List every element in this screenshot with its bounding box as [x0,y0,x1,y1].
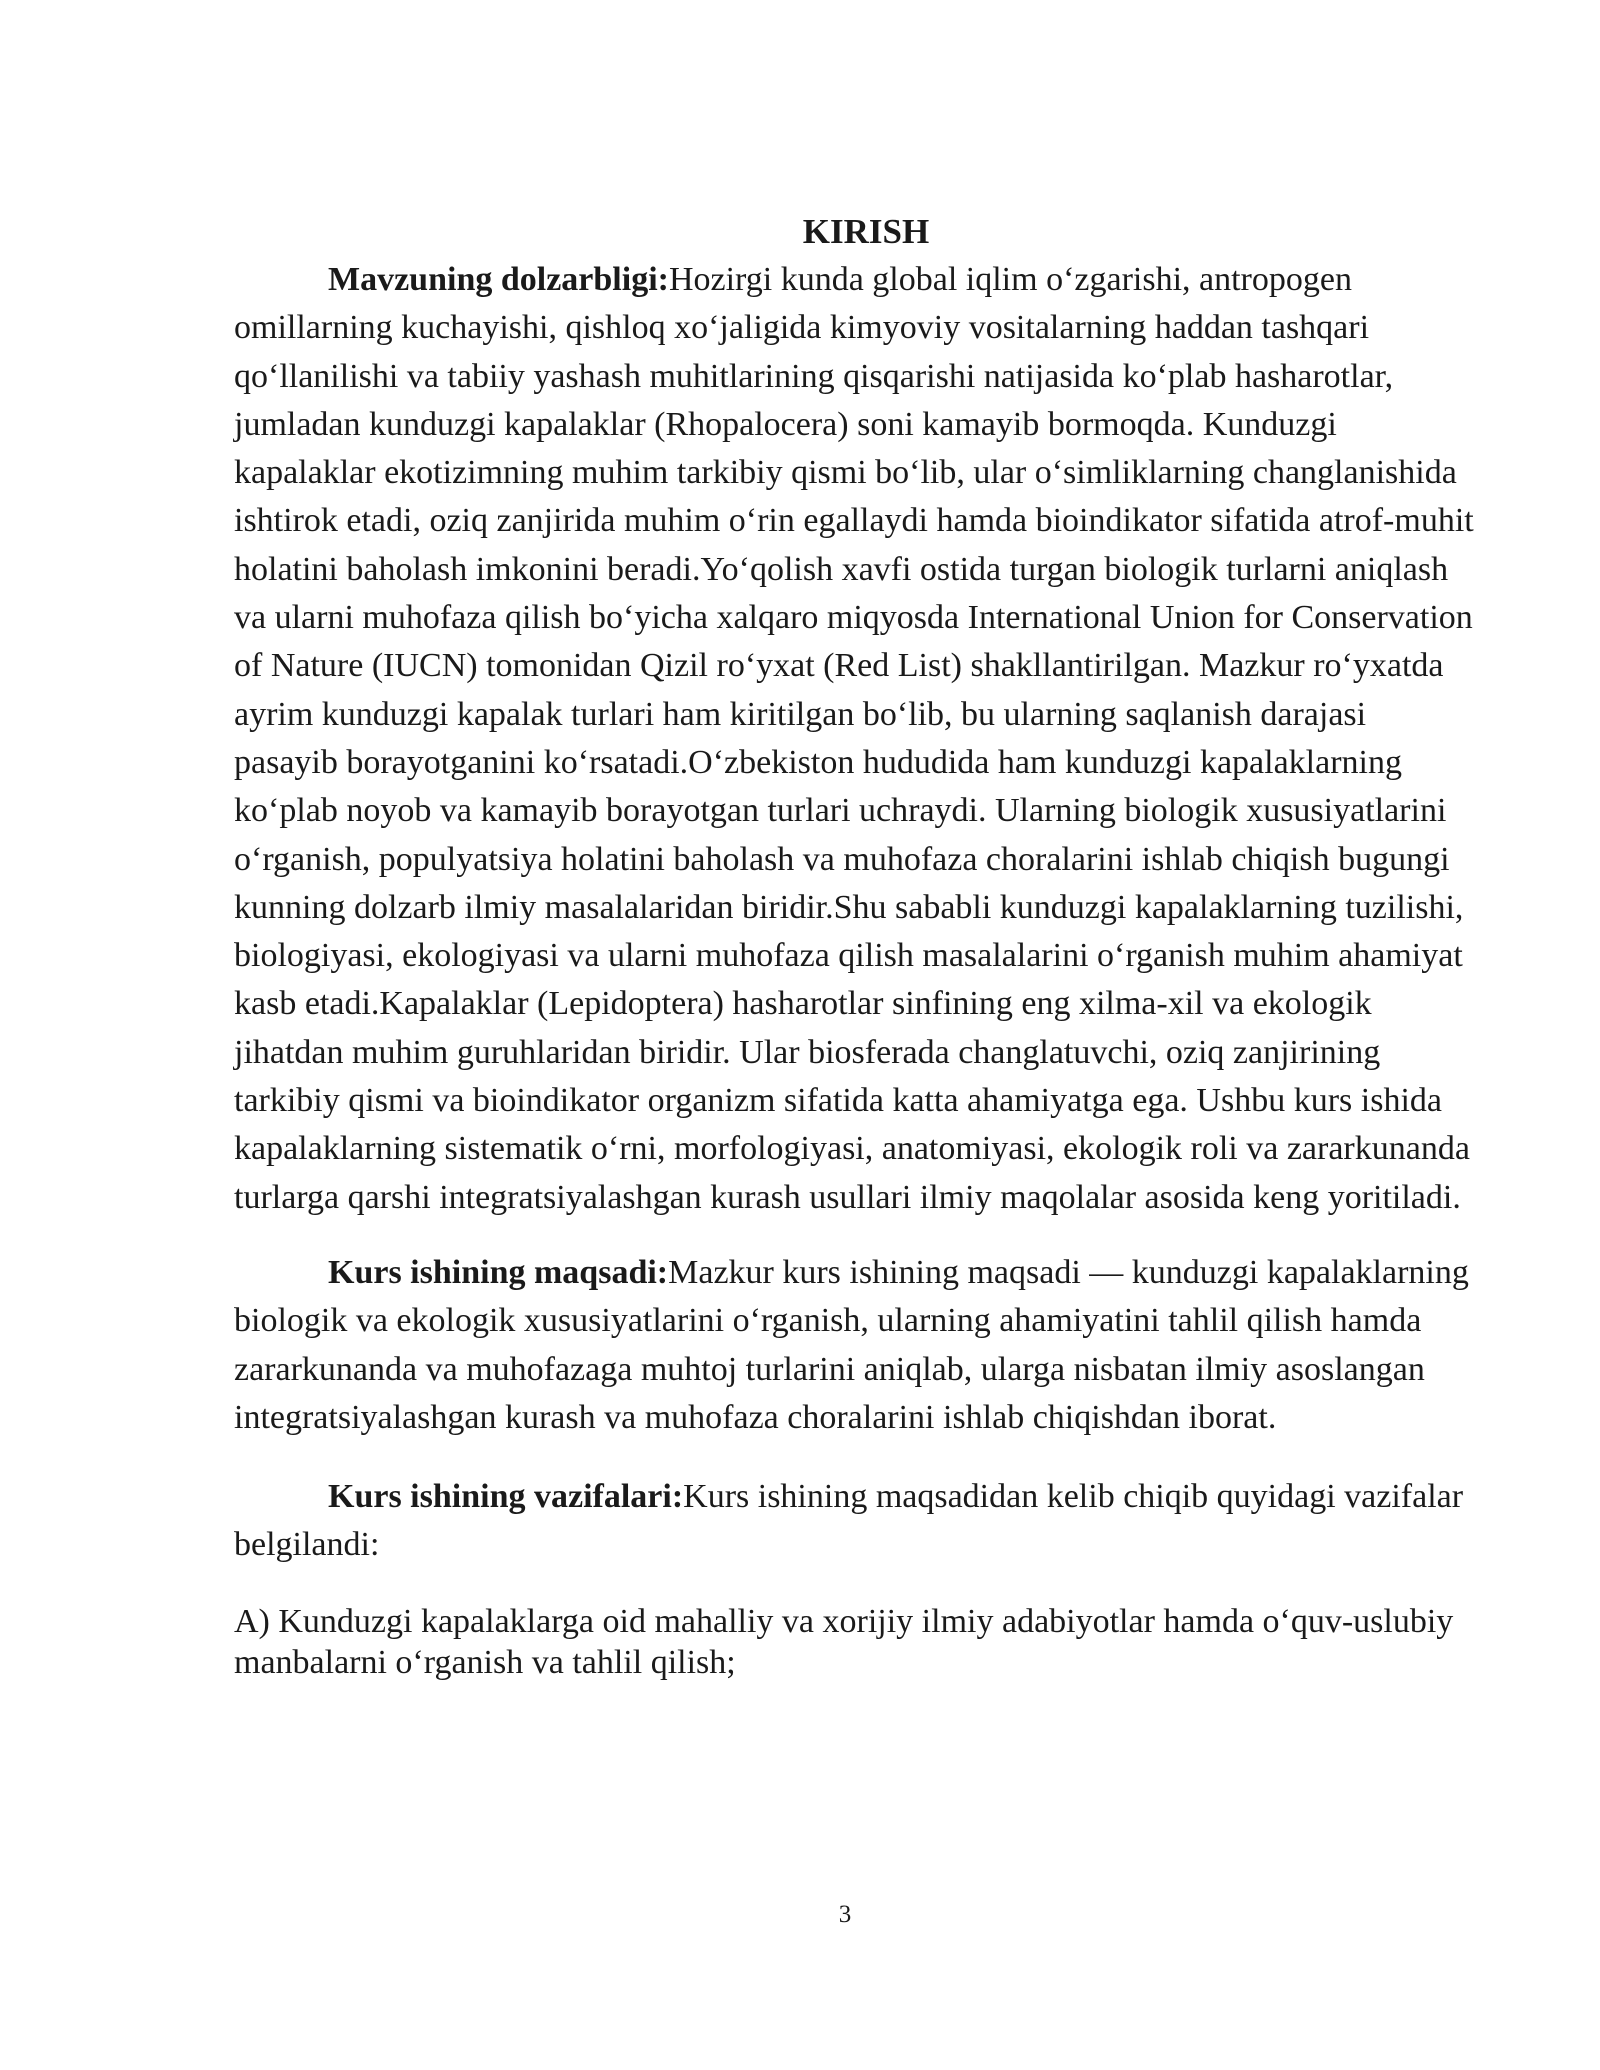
goal-paragraph [234,1249,1474,1442]
page-content [234,208,1474,1683]
tasks-heading: Kurs ishining vazifalari: [328,1478,684,1516]
page-title: KIRISH [802,212,930,251]
tasks-text: Kurs ishining maqsadidan kelib chiqib quyidagi vazifalar belgilandi: [234,1478,1464,1564]
relevance-heading: Mavzuning dolzarbligi: [328,261,669,298]
page-number: 3 [838,1901,852,1928]
tasks-paragraph [234,1473,1474,1570]
relevance-text: Hozirgi kunda global iqlim o‘zgarishi, antropogen omillarning kuchayishi, qishloq xo‘jaligida kimyoviy vositalarning haddan tashqari qo‘llanilishi va tabiiy yashash muhitlarining qisqarishi natijasida ko‘plab hasharotlar, jumladan kunduzgi kapalaklar (Rhopalocera) soni kamayib bormoqda. Kunduzgi kapalaklar ekotizimning muhim tarkibiy qismi bo‘lib, ular o‘simliklarning changlanishida ishtirok etadi, oziq zanjirida muhim o‘rin egallaydi hamda bioindikator sifatida atrof-muhit holatini baholash imkonini beradi.Yo‘qolish xavfi ostida turgan biologik turlarni aniqlash va ularni muhofaza qilish bo‘yicha xalqaro miqyosda International Union for Conservation of Nature (IUCN) tomonidan Qizil ro‘yxat (Red List) shakllantirilgan. Mazkur ro‘yxatda ayrim kunduzgi kapalak turlari ham kiritilgan bo‘lib, bu ularning saqlanish darajasi pasayib borayotganini ko‘rsatadi.O‘zbekiston hududida ham kunduzgi kapalaklarning ko‘plab noyob va kamayib borayotgan turlari uchraydi. Ularning biologik xususiyatlarini o‘rganish, populyatsiya holatini baholash va muhofaza choralarini ishlab chiqish bugungi kunning dolzarb ilmiy masalalaridan biridir.Shu sababli kunduzgi kapalaklarning tuzilishi, biologiyasi, ekologiyasi va ularni muhofaza qilish masalalarini o‘rganish muhim ahamiyat kasb etadi.Kapalaklar (Lepidoptera) hasharotlar sinfining eng xilma-xil va ekologik jihatdan muhim guruhlaridan biridir. Ular biosferada changlatuvchi, oziq zanjirining tarkibiy qismi va bioindikator organizm sifatida katta ahamiyatga ega. Ushbu kurs ishida kapalaklarning sistematik o‘rni, morfologiyasi, anatomiyasi, ekologik roli va zararkunanda turlarga qarshi integratsiyalashgan kurash usullari ilmiy maqolalar asosida keng yoritiladi. [234,261,1474,1216]
paragraph-spacer [234,1442,1474,1473]
paragraph-spacer [234,1222,1474,1249]
goal-heading: Kurs ishining maqsadi: [328,1253,669,1291]
relevance-paragraph [234,256,1474,1222]
task-item-a: A) Kunduzgi kapalaklarga oid mahalliy va xorijiy ilmiy adabiyotlar hamda o‘quv-uslubiy manbalarni o‘rganish va tahlil qilish; [234,1602,1454,1681]
paragraph-spacer [234,1570,1474,1601]
goal-text: Mazkur kurs ishining maqsadi — kunduzgi kapalaklarning biologik va ekologik xususiyatlarini o‘rganish, ularning ahamiyatini tahlil qilish hamda zararkunanda va muhofazaga muhtoj turlarini aniqlab, ularga nisbatan ilmiy asoslangan integratsiyalashgan kurash va muhofaza choralarini ishlab chiqishdan iborat. [234,1253,1469,1436]
